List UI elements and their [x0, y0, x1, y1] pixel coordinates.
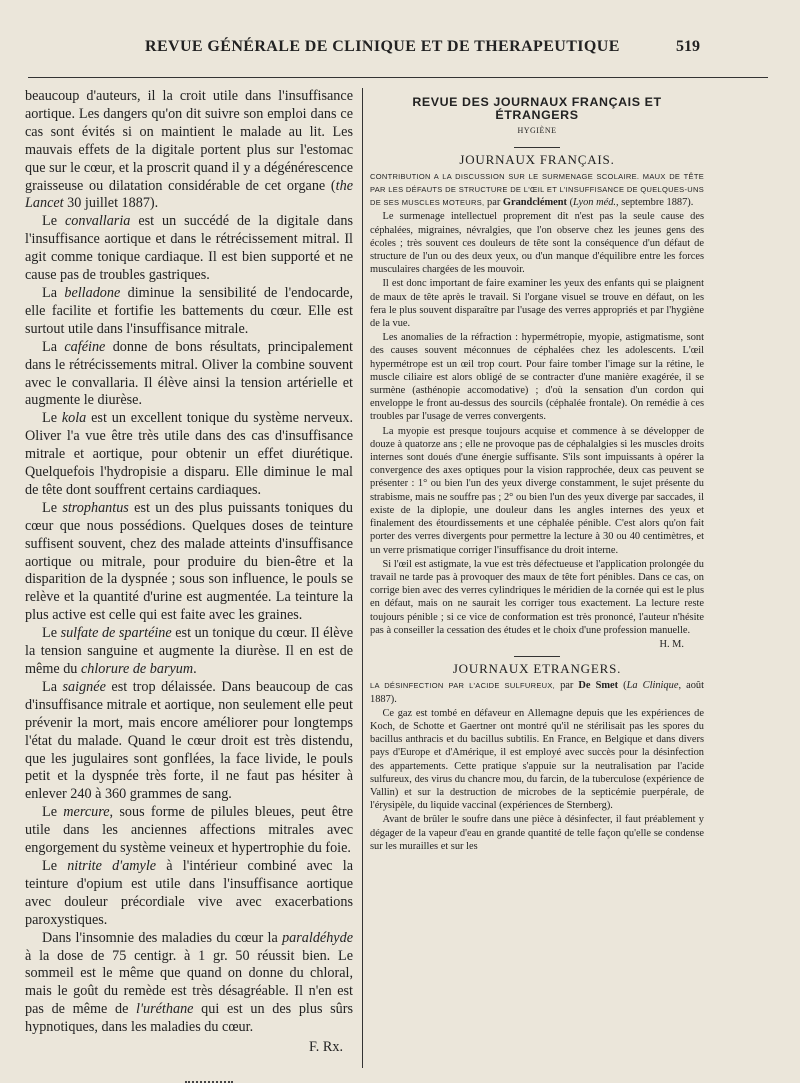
page-number: 519: [676, 38, 700, 55]
paragraph: La saignée est trop délaissée. Dans beaucoup de cas d'insuffisance mitrale et aortique, non seulement elle peut prévenir la mort, mais encore améliorer pour longtemps l'état du malade. Quand le cœur droit est très distendu, que les jugulaires sont gonflées, la face livide, le pouls petit et la dyspnée très forte, il ne faut pas hésiter à enlever 240 à 360 grammes de sang.: [25, 678, 353, 803]
separator-rule: [514, 147, 560, 148]
right-column: [370, 96, 704, 1066]
paragraph: Le convallaria est un succédé de la digitale dans l'insuffisance aortique et dans le rétrécissement mitral. Il agit comme tonique cardiaque. Il est bien supporté et ne cause pas de troubles gastriques.: [25, 213, 354, 284]
separator-rule: [514, 656, 560, 657]
paragraph: La belladone diminue la sensibilité de l'endocarde, elle facilite et fortifie les battements du cœur. Elle est surtout utile dans l'insuffisance mitrale.: [25, 284, 353, 337]
section-title: REVUE DES JOURNAUX FRANÇAIS ET ÉTRANGERS: [412, 95, 662, 123]
paragraph: Si l'œil est astigmate, la vue est très défectueuse et l'application prolongée du travail ne tarde pas à provoquer des maux de tête fort pénibles. Dans ce cas, on corrige bien avec des verres cylindriques le méridien de la cornée qui est le plus en défaut, mais on ne saurait les corriger tous exactement. La lecture reste toujours pénible ; si ce vice de conformation est très prononcé, l'auteur n'hésite pas à conseiller la cessation des études et le choix d'une profession manuelle.: [370, 558, 704, 636]
paragraph: La caféine donne de bons résultats, principalement dans le rétrécissements mitral. Oliver la combine souvent avec le convallaria. Il élève ainsi la tension artérielle et augmente le diurèse.: [25, 338, 353, 409]
paragraph: Le sulfate de spartéine est un tonique du cœur. Il élève la tension sanguine et augmente la diurèse. Il en est de même du chlorure de baryum.: [25, 625, 353, 677]
article-heading: LA DÉSINFECTION PAR L'ACIDE SULFUREUX, par De Smet (La Clinique, août 1887).: [370, 680, 704, 705]
paragraph: Les anomalies de la réfraction : hypermétropie, myopie, astigmatisme, sont des causes souvent méconnues de céphalées chez les adolescents. L'œil hypermétrope est un œil trop court. Pour faire tomber l'image sur la rétine, le muscle ciliaire est alors obligé de se contracter d'une manière exagérée, il se surmène (asthénopie accomodative) ; d'où la sensation d'un cordon qui enveloppe le front au-dessus des sourcils (céphalée frontale). On remédie à ces troubles par l'usage de verres convergents.: [370, 332, 704, 423]
article-heading: CONTRIBUTION A LA DISCUSSION SUR LE SURMENAGE SCOLAIRE. MAUX DE TÊTE PAR LES DÉFAUTS DE STRUCTURE DE L'ŒIL ET L'INSUFFISANCE DE QUELQUES-UNS DE SES MUSCLES MOTEURS, par Grandclément (Lyon méd., septembre 1887).: [370, 171, 704, 209]
paragraph: Ce gaz est tombé en défaveur en Allemagne depuis que les expériences de Koch, de Schotte et Gaertner ont montré qu'il ne stérilisait pas les spores du bacillus anthracis et du bacillus subtilis. En France, en Belgique et dans divers pays d'Europe et d'Amérique, il est employé avec succès pour la désinfection des appartements. Cette pratique s'appuie sur la neutralisation par l'acide sulfureux, des virus du chancre mou, du farcin, de la tuberculose (expérience de Vallin) et sur la destruction de microbes de la septicémie puerpérale, de l'érysipèle, du liquide vaccinal (expériences de Sternberg).: [370, 707, 704, 812]
paragraph: Le surmenage intellectuel proprement dit n'est pas la seule cause des céphalées, migraines, névralgies, que l'on observe chez les jeunes gens des écoles ; très souvent ces douleurs de tête sont la conséquence d'un défaut de structure de l'un ou des deux yeux, ou d'un manque d'équilibre entre les forces musculaires chargées de les mouvoir.: [370, 211, 704, 276]
paragraph: Le kola est un excellent tonique du système nerveux. Oliver l'a vue être très utile dans des cas d'insuffisance mitrale et aortique, pour obtenir un effet diurétique. Quelquefois l'hydropisie a disparu. Elle diminue le mal de tête dont souffrent certains cardiaques.: [25, 410, 354, 498]
paragraph: Le strophantus est un des plus puissants toniques du cœur que nous possédions. Quelques doses de teinture suffisent souvent, chez des malade atteints d'insuffisance aortique ou mitrale, pour produire du bien-être et la disparition de la dyspnée ; sous son influence, le pouls se relève et la quantité d'urine est augmentée. La teinture la plus active est celle qui est faite avec les graines.: [25, 499, 353, 624]
paragraph: Le nitrite d'amyle à l'intérieur combiné avec la teinture d'opium est utile dans l'insuffisance aortique avec douleur précordiale vive avec exacerbations paroxystiques.: [25, 857, 354, 928]
section-subtitle: HYGIÈNE: [517, 126, 557, 136]
paragraph: Dans l'insomnie des maladies du cœur la paraldéhyde à la dose de 75 centigr. à 1 gr. 50 réussit bien. Le sommeil est le même que quand on donne du chloral, mais le goût du remède est très désagréable. Il n'en est pas de même de l'uréthane qui est un des plus sûrs hypnotiques, dans les maladies du cœur.: [25, 929, 353, 1036]
running-title: REVUE GÉNÉRALE DE CLINIQUE ET DE THERAPEUTIQUE: [145, 38, 620, 55]
subsection-heading: JOURNAUX ETRANGERS.: [452, 661, 622, 677]
signature: F. Rx.: [309, 1039, 343, 1056]
column-rule: [362, 88, 363, 1068]
header-rule: [28, 77, 768, 78]
paragraph: Avant de brûler le soufre dans une pièce à désinfecter, il faut préablement y dégager de la vapeur d'eau en grande quantité de telle façon qu'elle se condense sur les murailles et sur les: [370, 814, 704, 852]
paragraph: La myopie est presque toujours acquise et commence à se développer de douze à quatorze ans ; elle ne provoque pas de céphalalgies si les muscles droits internes sont doués d'une énergie suffisante. S'ils sont impuissants à opérer la convergence des axes optiques pour la vision rapprochée, deux cas peuvent se présenter : 1° ou bien l'un des yeux diverge constamment, le sujet présente du strabisme, mais ne souffre pas ; 2° ou bien l'un des yeux diverge par saccades, il existe de la diplopie, une douleur dans les angles internes des yeux et finalement des étourdissements et une céphalée pénible. C'est alors qu'on fait porter des verres divergents pour permettre la lecture à 30 ou 40 centimètres, et un verre prismatique corriger l'insuffisance du droit interne.: [370, 425, 704, 556]
page-header: [0, 30, 800, 70]
paragraph: Il est donc important de faire examiner les yeux des enfants qui se plaignent de maux de tête après le travail. Si l'organe visuel se trouve en défaut, on les fera le plus souvent disparaître par l'usage des verres appropriés et par l'hygiène de la vue.: [370, 278, 704, 330]
paragraph: Le mercure, sous forme de pilules bleues, peut être utile dans les anciennes affections mitrales avec engorgement du système veineux et hypertrophie du foie.: [25, 804, 353, 857]
paragraph: beaucoup d'auteurs, il la croit utile dans l'insuffisance aortique. Les dangers qu'on dit suivre son emploi dans ce cas sont évités si on maintient le malade au lit. Les mauvais effets de la digitale portent plus sur l'estomac que sur le cœur, et la proscrit quand il y a dégénérescence graisseuse ou dilatation considérable de cet organe (the Lancet 30 juillet 1887).: [25, 88, 353, 212]
left-column: [25, 88, 354, 1056]
subsection-heading: JOURNAUX FRANÇAIS.: [459, 151, 615, 167]
signature: H. M.: [659, 638, 684, 650]
